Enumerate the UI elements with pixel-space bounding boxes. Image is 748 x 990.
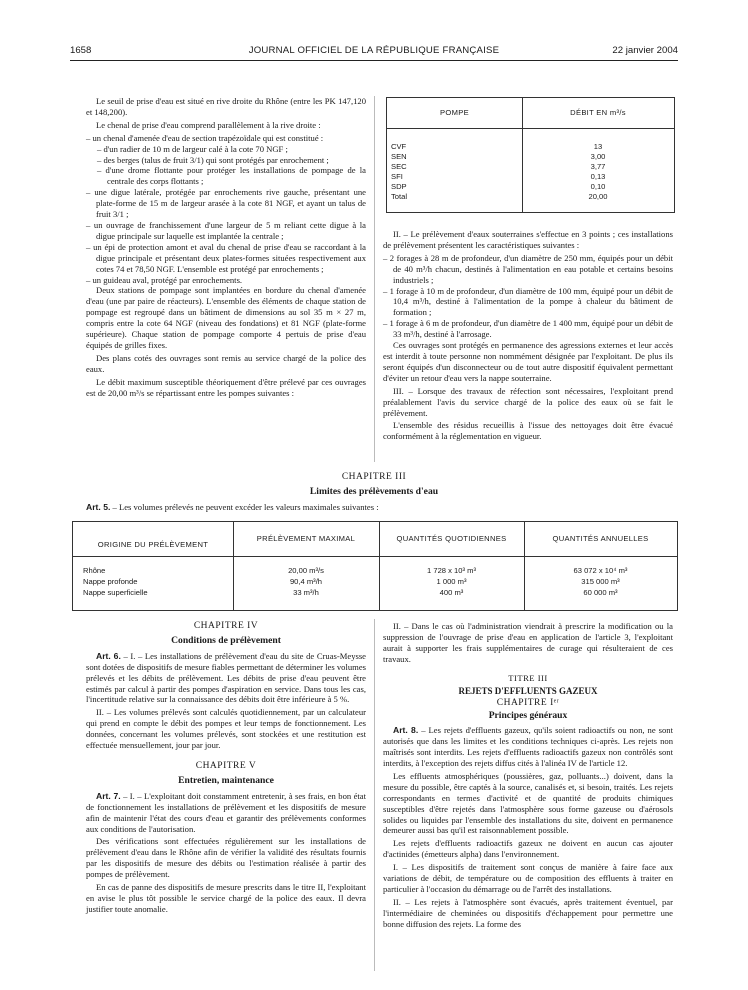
left-column-top — [86, 96, 366, 400]
chapter-heading: CHAPITRE Iᵉʳ — [496, 698, 560, 709]
chapter-heading: CHAPITRE IV — [193, 621, 259, 631]
table-cell: 1 728 x 10³ m³ — [427, 566, 476, 575]
table-rule — [387, 128, 674, 129]
table-row-label: SEC — [391, 162, 407, 171]
page-header — [70, 46, 678, 60]
table-header-daily: QUANTITÉS QUOTIDIENNES — [396, 534, 507, 543]
paragraph: III. – Lorsque des travaux de réfection sont nécessaires, l'exploitant prend préalablement l'avis du service chargé de la police des eaux où se fait le prélèvement. — [383, 385, 673, 418]
chapter-title: Conditions de prélèvement — [171, 634, 281, 646]
table-cell: 20,00 — [588, 192, 608, 201]
paragraph: II. – Le prélèvement d'eaux souterraines s'effectue en 3 points ; ces installations de prélèvement présentent les caractéristiques suivantes : — [383, 229, 673, 250]
table-row-label: CVF — [391, 142, 407, 151]
list-item: – d'un radier de 10 m de largeur calé à la cote 70 NGF ; — [97, 143, 288, 154]
list-item: – 1 forage à 6 m de profondeur, d'un diamètre de 1 400 mm, équipé pour un débit de 33 m³/h, destiné à l'arrosage. — [383, 318, 673, 340]
paragraph: L'ensemble des résidus recueillis à l'issue des nettoyages doit être évacué conformément à la réglementation en vigueur. — [383, 420, 673, 442]
article-label: Art. 5. — [86, 502, 111, 512]
paragraph — [383, 725, 673, 769]
paragraph: II. – Les rejets à l'atmosphère sont évacués, après traitement éventuel, par l'intermédiaire de cheminées ou dispositifs d'échappement pour permettre une bonne diffusion des rejets. La forme des — [383, 896, 673, 929]
paragraph: Les rejets d'effluents radioactifs gazeux ne doivent en aucun cas ajouter d'actinides (émetteurs alpha) dans l'environnement. — [383, 838, 673, 860]
journal-title: JOURNAL OFFICIEL DE LA RÉPUBLIQUE FRANÇAISE — [248, 45, 500, 56]
table-cell: 3,77 — [590, 162, 606, 171]
table-row-label: Rhône — [83, 566, 106, 575]
chapter-heading: CHAPITRE III — [341, 472, 407, 482]
table-row-label: SDP — [391, 182, 407, 191]
table-row-label: Nappe superficielle — [83, 588, 148, 597]
paragraph: II. – Les volumes prélevés sont calculés quotidiennement, par un calculateur qui prend en compte le débit des pompes et leur temps de fonctionnement. Les données, concernant les volumes prélevés, sont stockées et une restitution est effectuée mensuellement, jour par jour. — [86, 707, 366, 751]
table-cell: 400 m³ — [439, 588, 464, 597]
list-item: – des berges (talus de fruit 3/1) qui sont protégés par enrochement ; — [97, 154, 329, 165]
table-cell: 1 000 m³ — [436, 577, 467, 586]
article-text: – I. – Les installations de prélèvement d'eau du site de Cruas-Meysse sont dotées de dispositifs de mesure fiables permettant de déterminer les volumes prélevés et les débits de prélèvement. Les débits de prise d'eau peuvent être estimés par calcul à partir des pompes d'aspiration en service. Dans tous les cas, l'incertitude relative sur la connaissance des débits doit être inférieure à 5 %. — [86, 650, 366, 705]
issue-date: 22 janvier 2004 — [612, 45, 678, 56]
chapter-title: Principes généraux — [488, 710, 568, 722]
article-label: Art. 8. — [393, 725, 419, 736]
paragraph — [86, 651, 366, 706]
paragraph — [86, 791, 366, 835]
table-rule — [73, 556, 677, 557]
header-rule — [70, 60, 678, 61]
right-column-top — [383, 229, 673, 444]
table-cell: 0,13 — [590, 172, 606, 181]
list-item: – un chenal d'amenée d'eau de section trapézoïdale qui est constitué : — [86, 132, 324, 143]
list-item: – d'une drome flottante pour protéger les installations de pompage de la centrale des corps flottants ; — [97, 165, 366, 187]
table-cell: 63 072 x 10⁴ m³ — [573, 566, 628, 575]
paragraph: Deux stations de pompage sont implantées en bordure du chenal d'amenée d'eau (une par paire de réacteurs). L'ensemble des éléments de chaque station de pompage est regroupé dans un bâtiment de dimensions au sol 35 m × 27 m, compris entre la cote 64 NGF (niveau des fondations) et 81 NGF (plate-forme supérieure). Chaque station de pompage comporte 4 pertuis de prise d'eau équipés de grilles fixes. — [86, 285, 366, 350]
paragraph: I. – Les dispositifs de traitement sont conçus de manière à faire face aux variations de débit, de température ou de composition des effluents à traiter en particulier à l'occasion du démarrage ou de l'arrêt des installations. — [383, 862, 673, 894]
title-name: REJETS D'EFFLUENTS GAZEUX — [458, 685, 598, 696]
table-row-label: Total — [391, 192, 408, 201]
list-item: – 1 forage à 10 m de profondeur, d'un diamètre de 100 mm, équipé pour un débit de 10,4 m³/h, destiné à l'alimentation de la pompe à chaleur du bâtiment de formation ; — [383, 285, 673, 318]
table-header-flow: DÉBIT EN m³/s — [570, 108, 626, 117]
table-cell: 33 m³/h — [293, 588, 319, 597]
left-column-bottom — [86, 621, 366, 917]
paragraph: Le débit maximum susceptible théoriquement d'être prélevé par ces ouvrages est de 20,00 m³/s se répartissant entre les pompes suivantes : — [86, 376, 366, 398]
article-text: – I. – L'exploitant doit constamment entretenir, à ses frais, en bon état de fonctionnement les installations de prélèvement et les dispositifs de mesure afin de maintenir l'état des cours d'eau et garantir des prélèvements conformes aux conditions de l'autorisation. — [86, 790, 366, 834]
page-number: 1658 — [70, 45, 92, 56]
chapter-title: Limites des prélèvements d'eau — [309, 486, 439, 497]
table-header-pump: POMPE — [440, 108, 469, 117]
paragraph: Le seuil de prise d'eau est situé en rive droite du Rhône (entre les PK 147,120 et 148,200). — [86, 96, 366, 117]
table-cell: 0,10 — [590, 182, 606, 191]
paragraph: Ces ouvrages sont protégés en permanence des agressions externes et leur accès est interdit à toute personne non nommément désignée par l'exploitant. De plus ils seront équipés d'un disconnecteur ou de tout autre dispositif équivalent permettant d'éviter un retour d'eau vers la nappe souterraine. — [383, 340, 673, 383]
table-cell: 3,00 — [590, 152, 606, 161]
paragraph: II. – Dans le cas où l'administration viendrait à prescrire la modification ou la suppression de l'ouvrage de prise d'eau en application de l'article 3, l'exploitant aurait à supporter les frais supplémentaires de curage qui résulteraient de ces travaux. — [383, 621, 673, 664]
article-5 — [86, 502, 676, 515]
paragraph: Des plans cotés des ouvrages sont remis au service chargé de la police des eaux. — [86, 352, 366, 374]
list-item: – une digue latérale, protégée par enrochements rive gauche, présentant une plate-forme de 15 m de largeur arasée à la cote 81 NGF, et ayant un talus de fruit 3/1 ; — [86, 187, 366, 220]
table-cell: 90,4 m³/h — [289, 577, 323, 586]
pump-flow-table — [386, 97, 675, 213]
column-divider — [374, 619, 375, 971]
chapter-heading: CHAPITRE V — [195, 760, 257, 771]
list-item: – un épi de protection amont et aval du chenal de prise d'eau se raccordant à la digue principale et présentant deux plates-formes situées respectivement aux cotes 74 et 78,50 NGF. L'ensemble est protégé par enrochements ; — [86, 241, 366, 274]
article-label: Art. 7. — [96, 790, 121, 801]
table-cell: 13 — [593, 142, 603, 151]
table-header-origin: ORIGINE DU PRÉLÈVEMENT — [97, 540, 209, 549]
paragraph: En cas de panne des dispositifs de mesure prescrits dans le titre II, l'exploitant en avise le plus tôt possible le service chargé de la police des eaux. Il devra justifier toute anomalie. — [86, 882, 366, 914]
article-label: Art. 6. — [96, 650, 121, 661]
table-row-label: Nappe profonde — [83, 577, 138, 586]
table-cell: 20,00 m³/s — [288, 566, 324, 575]
table-row-label: SFI — [391, 172, 403, 181]
column-divider — [374, 96, 375, 462]
article-text: – Les volumes prélevés ne peuvent excéder les valeurs maximales suivantes : — [110, 502, 379, 512]
list-item: – un ouvrage de franchissement d'une largeur de 5 m reliant cette digue à la digue principale sur laquelle est implantée la centrale ; — [86, 219, 366, 241]
chapter-title: Entretien, maintenance — [178, 774, 274, 786]
paragraph: Des vérifications sont effectuées régulièrement sur les installations de prélèvement d'eau dans le Rhône afin de vérifier la validité des résultats fournis par les dispositifs de mesure des débits ou l'estimation réalisée à partir des pompes de prélèvement. — [86, 836, 366, 880]
right-column-bottom — [383, 621, 673, 932]
paragraph — [86, 502, 676, 513]
table-row-label: SEN — [391, 152, 407, 161]
paragraph: Les effluents atmosphériques (poussières, gaz, polluants...) doivent, dans la mesure du possible, être captés à la source, canalisés et, si besoin, traités. Les rejets correspondants en termes d'activité et de quantité de produits chimiques susceptibles d'être rejetés dans l'atmosphère sous forme gazeuse ou d'aérosols solides ou liquides par l'ensemble des installations du site, doivent en permanence demeurer aussi bas qu'il est raisonnablement possible. — [383, 770, 673, 836]
list-item: – un guideau aval, protégé par enrochements. — [86, 274, 243, 285]
table-cell: 60 000 m³ — [583, 588, 618, 597]
table-header-max: PRÉLÈVEMENT MAXIMAL — [256, 534, 356, 543]
title-heading: TITRE III — [508, 672, 548, 683]
paragraph: Le chenal de prise d'eau comprend parallèlement à la rive droite : — [96, 119, 321, 130]
table-cell: 315 000 m³ — [581, 577, 620, 586]
list-item: – 2 forages à 28 m de profondeur, d'un diamètre de 250 mm, équipés pour un débit de 40 m³/h chacun, destinés à l'alimentation en eau potable et certains besoins industriels ; — [383, 252, 673, 285]
article-text: – Les rejets d'effluents gazeux, qu'ils soient radioactifs ou non, ne sont autorisés que dans les limites et les conditions techniques ci-après. Les rejets non maîtrisés sont interdits. Les rejets d'effluents radioactifs gazeux non contrôlés sont interdits, à l'exception des rejets diffus cités à l'alinéa IV de l'article 12. — [383, 725, 673, 768]
table-header-annual: QUANTITÉS ANNUELLES — [552, 534, 649, 543]
withdrawal-volume-table — [72, 521, 678, 611]
